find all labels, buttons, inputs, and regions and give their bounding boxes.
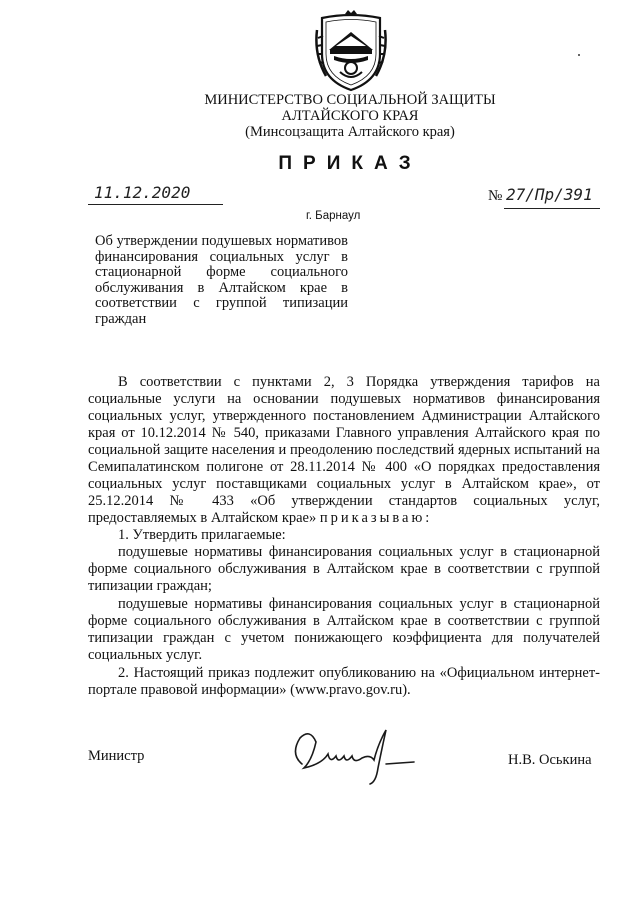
ministry-short-name: (Минсоцзащита Алтайского края) [245,124,455,140]
body-item-1b: подушевые нормативы финансирования социальных услуг в стационарной форме социального обслуживания в Алтайском крае в соответствии с группой типизации граждан с учетом понижающего коэффициента для получателей социальных услуг. [88,596,600,663]
order-subject: Об утверждении подушевых нормативов финансирования социальных услуг в стационарной форме социального обслуживания в Алтайском крае в соответствии с группой типизации граждан [95,233,348,327]
body-item-1: 1. Утвердить прилагаемые: [118,527,286,543]
signatory-name: Н.В. Оськина [508,752,592,768]
document-city: г. Барнаул [306,210,361,222]
document-title: ПРИКАЗ [278,153,422,174]
scan-speck [578,54,580,56]
signatory-role: Министр [88,748,145,764]
body-intro: В соответствии с пунктами 2, 3 Порядка утверждения тарифов на социальные услуги на основании подушевых нормативов финансирования социальных услуг, утвержденного постановлением Администрации Алтайского края от 10.12.2014 № 540, приказами Главного управления Алтайского края по социальной защите населения и преодолению последствий ядерных испытаний на Семипалатинском полигоне от 28.11.2014 № 400 «О порядках предоставления социальных услуг поставщиками социальных услуг в Алтайском крае», от 25.12.2014 № 433 «Об утверждении стандартов социальных услуг, предоставляемых в Алтайском крае» приказываю: [88,374,600,526]
document-number: 27/Пр/391 [506,185,593,204]
number-sign: № [488,188,503,204]
ministry-name: МИНИСТЕРСТВО СОЦИАЛЬНОЙ ЗАЩИТЫ [204,92,496,108]
handwritten-signature [282,724,422,786]
letterhead [200,92,500,140]
document-date: 11.12.2020 [94,183,191,202]
body-item-2: 2. Настоящий приказ подлежит опубликованию на «Официальном интернет-портале правовой информации» (www.pravo.gov.ru). [88,665,600,698]
order-body [88,374,600,699]
coat-of-arms-emblem [312,10,390,92]
region-name: АЛТАЙСКОГО КРАЯ [281,108,419,124]
body-item-1a: подушевые нормативы финансирования социальных услуг в стационарной форме социального обслуживания в Алтайском крае в соответствии с группой типизации граждан; [88,544,600,594]
order-word: приказываю: [319,510,433,526]
